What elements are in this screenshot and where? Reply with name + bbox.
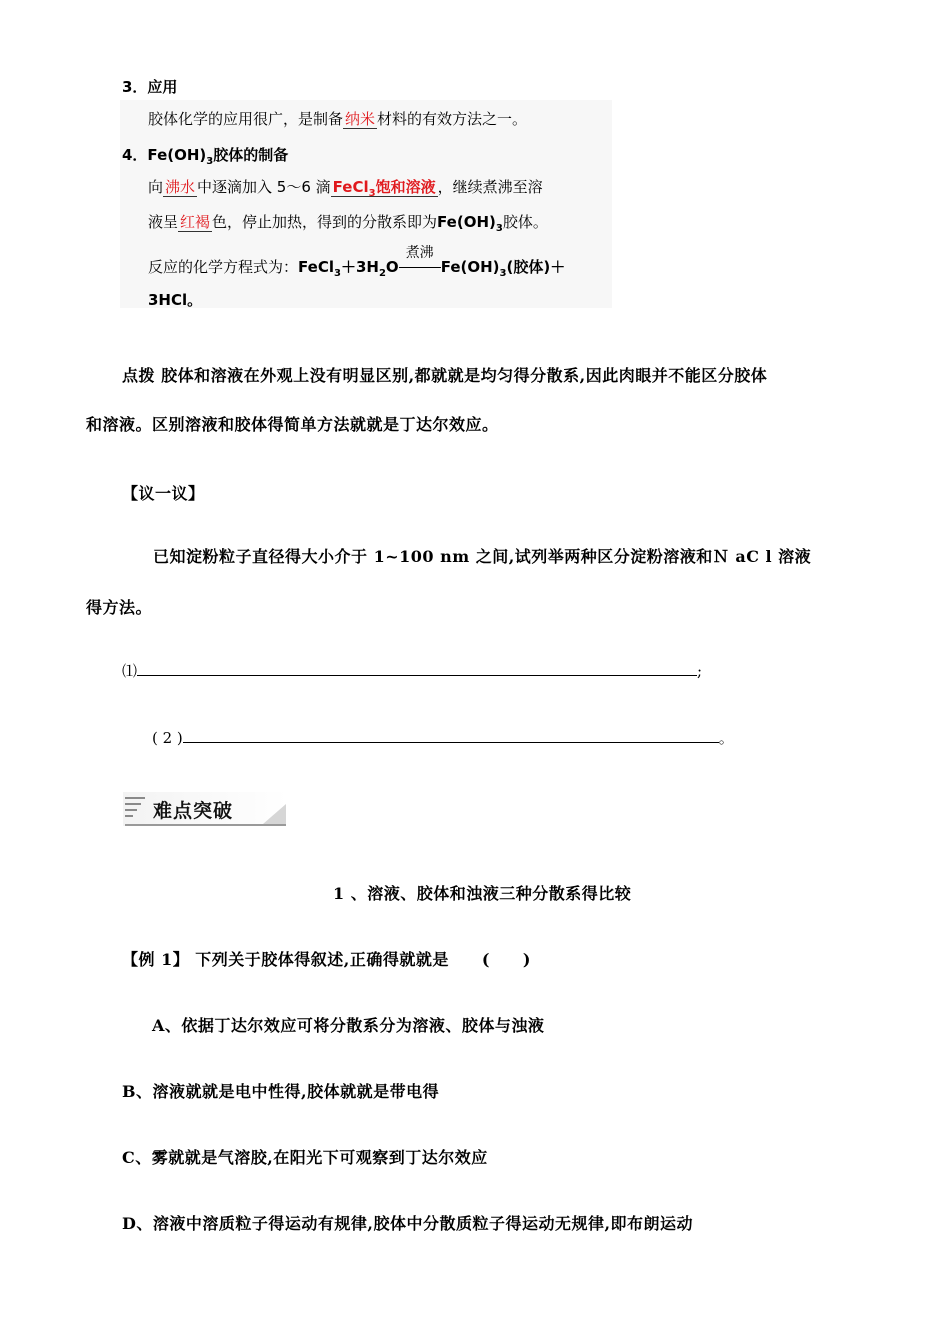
equation-rhs-b: (胶体)＋ — [506, 258, 566, 276]
option-a: A、依据丁达尔效应可将分散系分为溶液、胶体与浊液 — [152, 1016, 545, 1035]
application-text-b: 材料的有效方法之一。 — [377, 110, 528, 128]
equation-rhs-sub: 3 — [499, 268, 507, 279]
heading-preparation-b: 胶体的制备 — [213, 146, 289, 164]
prep-text-a: 向 — [148, 178, 164, 196]
discuss-question-line-2: 得方法。 — [86, 598, 153, 617]
answer-2-blank[interactable] — [183, 728, 719, 743]
prep-answer-fecl3-b: 饱和溶液 — [375, 178, 436, 196]
answer-2-end: 。 — [718, 729, 734, 747]
difficulty-banner — [123, 790, 288, 828]
prep-answer-red-brown: 红褐 — [180, 213, 211, 231]
equation-arrow — [399, 245, 441, 276]
option-b: B、溶液就就是电中性得,胶体就就是带电得 — [122, 1082, 440, 1101]
equation-lhs-a: FeCl — [298, 258, 334, 276]
heading-preparation — [122, 144, 288, 167]
prep-text-d: 液呈 — [148, 213, 179, 231]
prep-answer-boiling-water: 沸水 — [165, 178, 196, 196]
prep-text-c: ，继续煮沸至溶 — [437, 178, 543, 196]
equation-line — [148, 245, 566, 279]
answer-1-end: ; — [697, 662, 703, 680]
banner-label: 难点突破 — [153, 800, 234, 822]
heading-preparation-sub: 3 — [206, 156, 214, 167]
discuss-question-line-1: 已知淀粉粒子直径得大小介于 1~100 nm 之间,试列举两种区分淀粉溶液和Ｎ aC l 溶液 — [153, 547, 812, 566]
equation-condition: 煮沸 — [405, 245, 434, 261]
answer-2-label: ( 2 ) — [152, 729, 183, 747]
equation-lhs-c: O — [385, 258, 399, 276]
prep-answer-fecl3-sub: 3 — [368, 188, 376, 199]
application-text-a: 胶体化学的应用很广，是制备 — [148, 110, 344, 128]
equation-line-2: 3HCl。 — [148, 291, 203, 309]
answer-line-2 — [152, 727, 734, 748]
answer-1-label: ⑴ — [122, 662, 138, 680]
answer-1-blank[interactable] — [137, 661, 697, 676]
prep-text-b: 中逐滴加入 5～6 滴 — [197, 178, 331, 196]
option-c: C、雾就就是气溶胶,在阳光下可观察到丁达尔效应 — [122, 1148, 488, 1167]
heading-application: 3．应用 — [122, 78, 178, 96]
equation-label: 反应的化学方程式为： — [148, 258, 299, 276]
equation-lhs-b: ＋3H — [340, 258, 379, 276]
option-d: D、溶液中溶质粒子得运动有规律,胶体中分散质粒子得运动无规律,即布朗运动 — [122, 1214, 694, 1233]
tip-line-2: 和溶液。区别溶液和胶体得简单方法就就是丁达尔效应。 — [86, 415, 499, 434]
equation-lhs-sub: 3 — [333, 268, 341, 279]
section-title: 1 、溶液、胶体和浊液三种分散系得比较 — [333, 884, 632, 903]
prep-text-f-sub: 3 — [495, 223, 503, 234]
example-title: 【例 1】 下列关于胶体得叙述,正确得就就是 ( ) — [122, 950, 531, 969]
application-answer-blank: 纳米 — [345, 110, 376, 128]
preparation-line-1 — [148, 176, 543, 199]
equation-lhs-sub2: 2 — [378, 268, 386, 279]
preparation-line-2 — [148, 211, 548, 234]
prep-answer-fecl3-a: FeCl — [332, 178, 369, 196]
prep-text-g: 胶体。 — [502, 213, 548, 231]
prep-text-f: Fe(OH) — [437, 213, 496, 231]
application-line — [148, 108, 527, 129]
heading-preparation-a: 4．Fe(OH) — [122, 146, 207, 164]
answer-line-1 — [122, 660, 702, 681]
equation-rhs-a: Fe(OH) — [440, 258, 500, 276]
tip-line-1: 点拨 胶体和溶液在外观上没有明显区别,都就就是均匀得分散系,因此肉眼并不能区分胶体 — [122, 366, 768, 385]
prep-answer-fecl3 — [331, 178, 438, 197]
prep-text-e: 色，停止加热，得到的分散系即为 — [212, 213, 438, 231]
discuss-title: 【议一议】 — [122, 484, 205, 503]
